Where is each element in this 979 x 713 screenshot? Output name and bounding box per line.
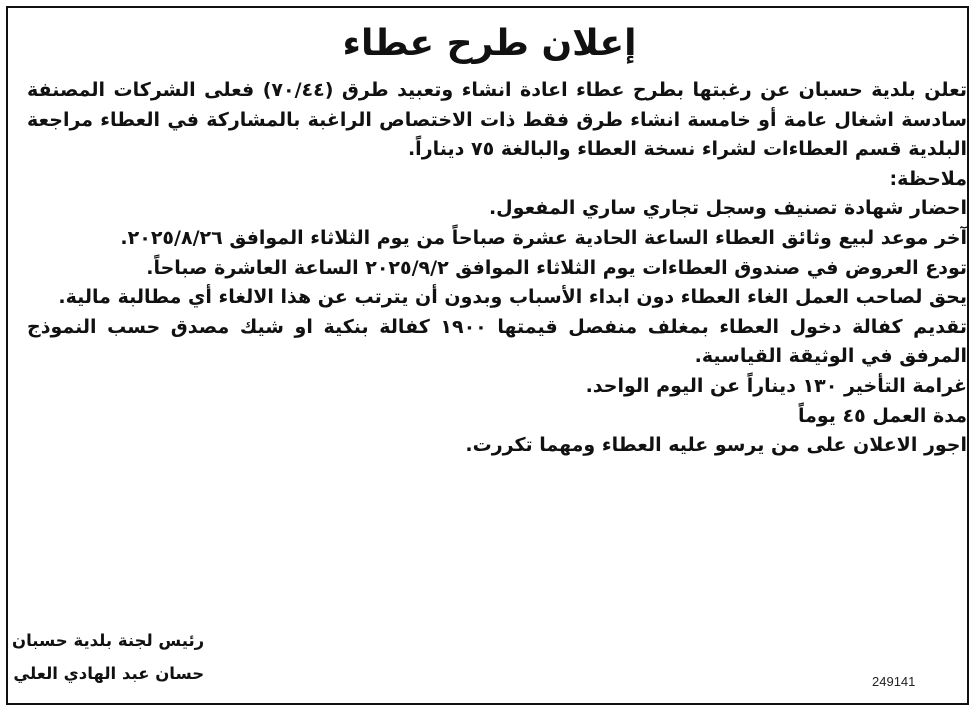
announcement-body (27, 76, 967, 461)
note-ad-fees: اجور الاعلان على من يرسو عليه العطاء ومهما تكررت. (465, 434, 967, 457)
note-submission: تودع العروض في صندوق العطاءات يوم الثلاثاء الموافق ٢٠٢٥/٩/٢ الساعة العاشرة صباحاً. (146, 256, 967, 279)
note-sale-deadline: آخر موعد لبيع وثائق العطاء الساعة الحادية عشرة صباحاً من يوم الثلاثاء الموافق ٢٠٢٥/٨/٢٦. (120, 226, 967, 249)
note-certificate: احضار شهادة تصنيف وسجل تجاري ساري المفعول. (488, 197, 967, 220)
signature-title: رئيس لجنة بلدية حسبان (12, 631, 205, 650)
note-cancellation: يحق لصاحب العمل الغاء العطاء دون ابداء الأسباب وبدون أن يترتب عن هذا الالغاء أي مطالبة مالية. (58, 286, 967, 309)
reference-number: 249141 (872, 674, 916, 689)
signature-name: حسان عبد الهادي العلي (13, 664, 205, 683)
intro-paragraph: تعلن بلدية حسبان عن رغبتها بطرح عطاء اعادة انشاء وتعبيد طرق (٧٠/٤٤) فعلى الشركات المصنفة سادسة اشغال عامة أو خامسة انشاء طرق فقط ذات الاختصاص الراغبة بالمشاركة في العطاء مراجعة البلدية قسم العطاءات لشراء نسخة العطاء والبالغة ٧٥ ديناراً. (27, 79, 967, 161)
note-bid-bond: تقديم كفالة دخول العطاء بمغلف منفصل قيمتها ١٩٠٠ كفالة بنكية او شيك مصدق حسب النموذج المرفق في الوثيقة القياسية. (27, 315, 967, 368)
note-heading: ملاحظة: (889, 167, 967, 190)
note-duration: مدة العمل ٤٥ يوماً (797, 404, 967, 427)
signature-block (12, 624, 204, 690)
announcement-title: إعلان طرح عطاء (342, 23, 637, 64)
note-delay-penalty: غرامة التأخير ١٣٠ ديناراً عن اليوم الواحد. (585, 374, 967, 397)
